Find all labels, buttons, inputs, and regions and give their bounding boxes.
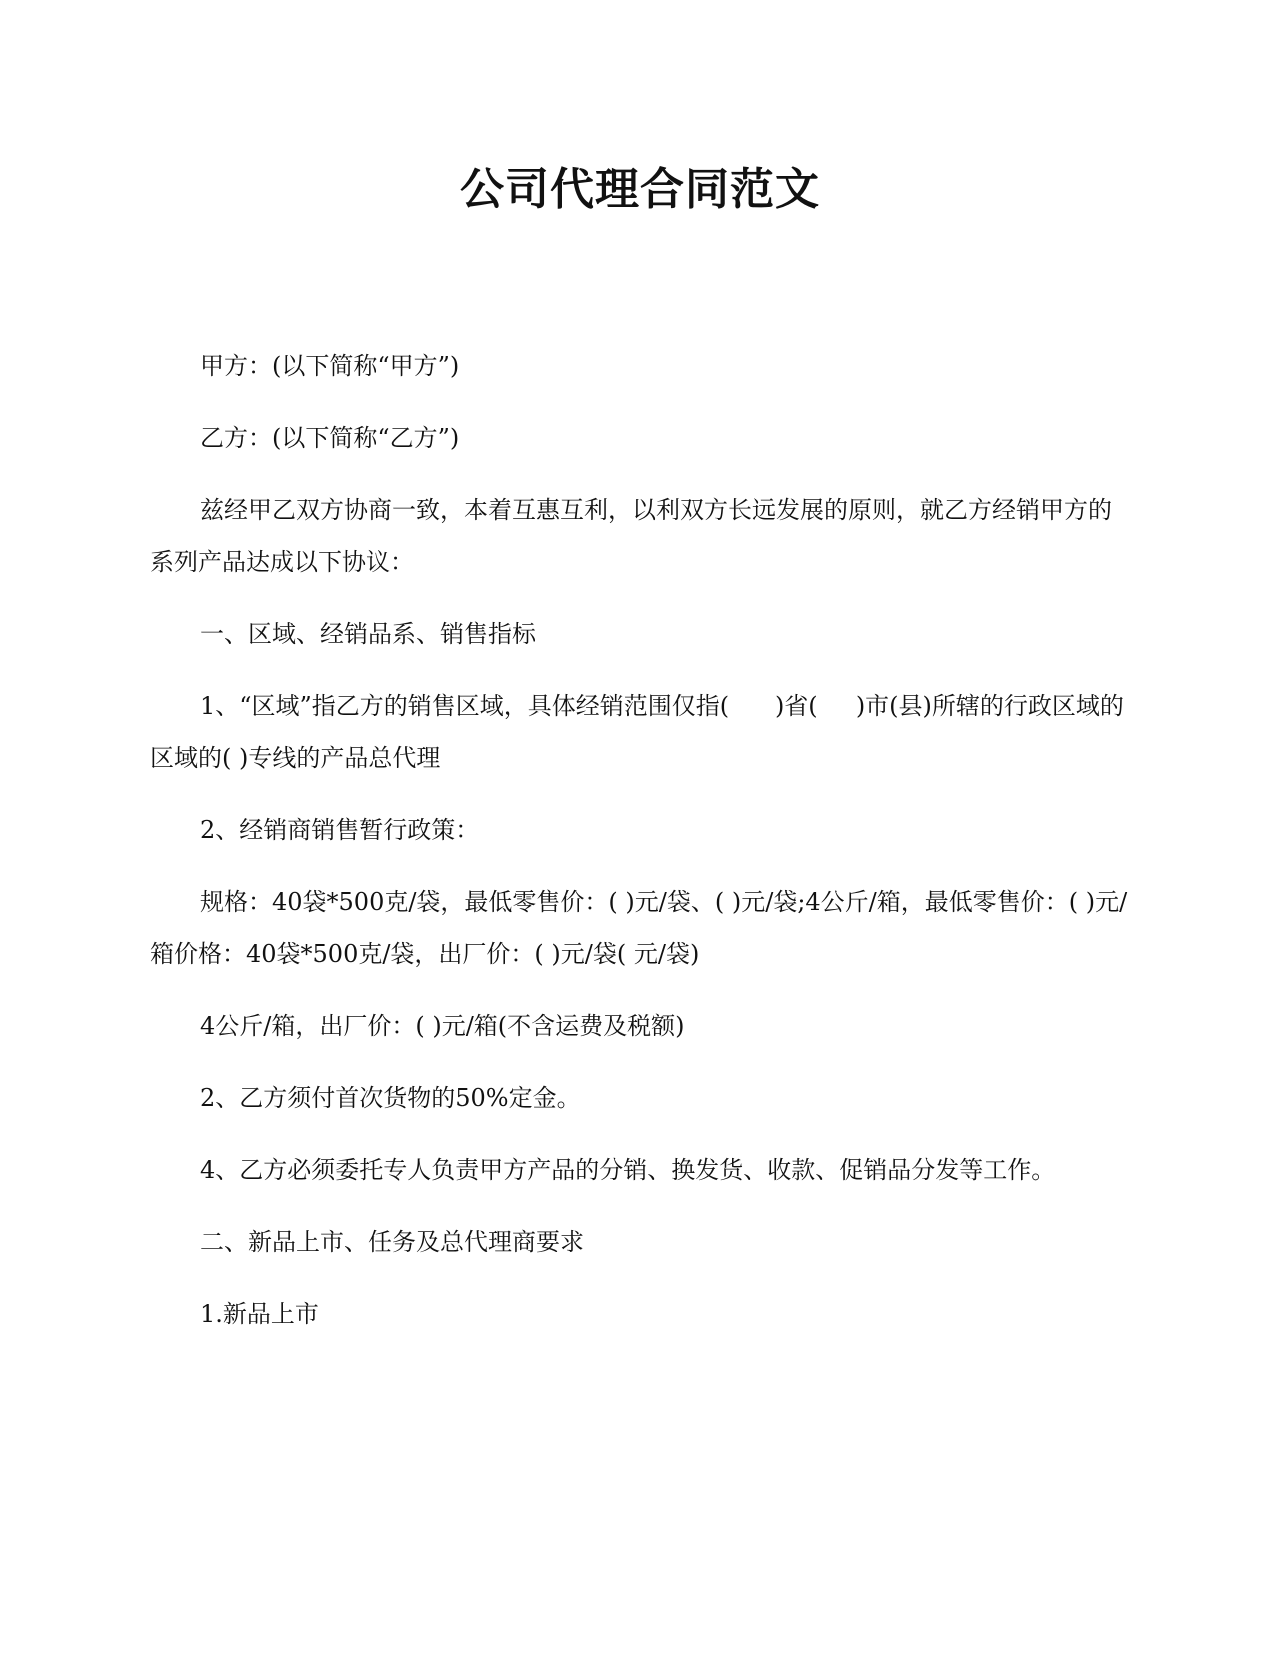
- clause-deposit: 2、乙方须付首次货物的50%定金。: [200, 1084, 581, 1112]
- subsection-new-product: 1.新品上市: [200, 1300, 319, 1328]
- document-title: 公司代理合同范文: [460, 164, 820, 215]
- clause-agent-duty: 4、乙方必须委托专人负责甲方产品的分销、换发货、收款、促销品分发等工作。: [200, 1156, 1056, 1184]
- section-heading-1: 一、区域、经销品系、销售指标: [200, 620, 536, 648]
- section-heading-2: 二、新品上市、任务及总代理商要求: [200, 1228, 584, 1256]
- party-a-line: 甲方：(以下简称“甲方”): [200, 352, 460, 380]
- party-b-line: 乙方：(以下简称“乙方”): [200, 424, 460, 452]
- clause-box-price: 4公斤/箱，出厂价：( )元/箱(不含运费及税额): [200, 1012, 685, 1040]
- clause-region: 1、“区域”指乙方的销售区域，具体经销范围仅指( )省( )市(县)所辖的行政区域的区域的( )专线的产品总代理: [150, 692, 1124, 772]
- preamble-paragraph: 兹经甲乙双方协商一致，本着互惠互利，以利双方长远发展的原则，就乙方经销甲方的系列产品达成以下协议：: [150, 496, 1112, 576]
- clause-spec-price: 规格：40袋*500克/袋，最低零售价：( )元/袋、( )元/袋;4公斤/箱，最低零售价：( )元/箱价格：40袋*500克/袋，出厂价：( )元/袋( 元/袋): [150, 888, 1128, 968]
- clause-sales-policy: 2、经销商销售暂行政策：: [200, 816, 480, 844]
- document-body: [150, 340, 1130, 1360]
